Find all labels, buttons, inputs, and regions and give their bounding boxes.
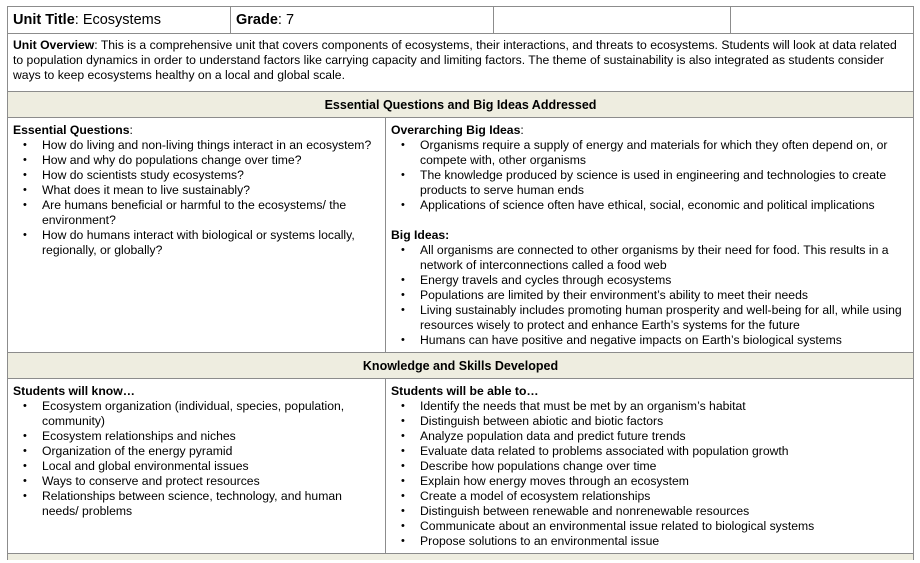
overview-label: Unit Overview xyxy=(13,38,95,52)
list-item: • Evaluate data related to problems associated with population growth xyxy=(391,444,908,459)
unit-title-cell xyxy=(8,7,231,34)
list-item: • How do scientists study ecosystems? xyxy=(13,168,380,183)
list-item: • Living sustainably includes promoting human prosperity and well-being for all, while using resources wisely to protect and enhance Earth’s systems for the future xyxy=(391,303,908,333)
big-ideas-heading: Big Ideas: xyxy=(391,228,450,242)
students-know-list xyxy=(13,399,380,519)
unit-title-value: : Ecosystems xyxy=(74,12,161,28)
list-item: • Are humans beneficial or harmful to the ecosystems/ the environment? xyxy=(13,198,380,228)
list-item: • Ecosystem organization (individual, species, population, community) xyxy=(13,399,380,429)
next-section-band xyxy=(8,554,914,561)
overview-row xyxy=(8,34,914,92)
empty-header-cell xyxy=(494,7,731,34)
list-item: • Humans can have positive and negative impacts on Earth’s biological systems xyxy=(391,333,908,348)
list-item: • Ways to conserve and protect resources xyxy=(13,474,380,489)
essential-questions-heading: Essential Questions xyxy=(13,123,130,137)
list-item: • Local and global environmental issues xyxy=(13,459,380,474)
big-ideas-cell xyxy=(386,118,914,353)
big-ideas-list xyxy=(391,243,908,348)
list-item: • Analyze population data and predict future trends xyxy=(391,429,908,444)
overview-text: : This is a comprehensive unit that covers components of ecosystems, their interactions, and threats to ecosystems. Students will look at data related to population dynamics in order to understand factors like carrying capacity and limiting factors. The theme of sustainability is also integrated as students consider ways to keep ecosystems healthy on a local and global scale. xyxy=(13,38,897,82)
list-item: • Describe how populations change over time xyxy=(391,459,908,474)
essential-questions-cell xyxy=(8,118,386,353)
list-item: • What does it mean to live sustainably? xyxy=(13,183,380,198)
unit-title-label: Unit Title xyxy=(13,12,75,28)
students-able-heading: Students will be able to… xyxy=(391,384,539,398)
list-item: • Explain how energy moves through an ecosystem xyxy=(391,474,908,489)
list-item: • How do living and non-living things interact in an ecosystem? xyxy=(13,138,380,153)
grade-cell xyxy=(231,7,494,34)
students-able-cell xyxy=(386,379,914,554)
list-item: • Communicate about an environmental issue related to biological systems xyxy=(391,519,908,534)
list-item: • Applications of science often have ethical, social, economic and political implications xyxy=(391,198,908,213)
header-row xyxy=(8,7,914,34)
list-item: • Populations are limited by their environment’s ability to meet their needs xyxy=(391,288,908,303)
list-item: • Create a model of ecosystem relationships xyxy=(391,489,908,504)
list-item: • How do humans interact with biological or systems locally, regionally, or globally? xyxy=(13,228,380,258)
list-item: • Propose solutions to an environmental issue xyxy=(391,534,908,549)
grade-value: : 7 xyxy=(277,12,295,28)
heading-colon: : xyxy=(520,123,524,137)
empty-header-cell xyxy=(731,7,914,34)
overarching-heading: Overarching Big Ideas xyxy=(391,123,521,137)
list-item: • How and why do populations change over time? xyxy=(13,153,380,168)
list-item: • Ecosystem relationships and niches xyxy=(13,429,380,444)
unit-plan-table xyxy=(7,6,914,560)
list-item: • All organisms are connected to other organisms by their need for food. This results in a network of interconnections called a food web xyxy=(391,243,908,273)
heading-colon: : xyxy=(129,123,133,137)
students-know-cell xyxy=(8,379,386,554)
list-item: • Organization of the energy pyramid xyxy=(13,444,380,459)
next-section-band-cell xyxy=(8,554,914,561)
unit-overview xyxy=(8,34,914,92)
section-title-essential: Essential Questions and Big Ideas Addressed xyxy=(8,92,914,118)
list-item: • Distinguish between renewable and nonrenewable resources xyxy=(391,504,908,519)
list-item: • Distinguish between abiotic and biotic factors xyxy=(391,414,908,429)
section-band-row xyxy=(8,92,914,118)
students-know-heading: Students will know… xyxy=(13,384,135,398)
students-able-list xyxy=(391,399,908,549)
list-item: • Relationships between science, technology, and human needs/ problems xyxy=(13,489,380,519)
list-item: • The knowledge produced by science is used in engineering and technologies to create products to serve human ends xyxy=(391,168,908,198)
section-band-row xyxy=(8,353,914,379)
grade-label: Grade xyxy=(236,12,278,28)
list-item: • Organisms require a supply of energy and materials for which they often depend on, or compete with, other organisms xyxy=(391,138,908,168)
list-item: • Energy travels and cycles through ecosystems xyxy=(391,273,908,288)
essential-questions-list xyxy=(13,138,380,258)
overarching-list xyxy=(391,138,908,213)
list-item: • Identify the needs that must be met by an organism’s habitat xyxy=(391,399,908,414)
knowledge-row xyxy=(8,379,914,554)
essential-row xyxy=(8,118,914,353)
section-title-knowledge: Knowledge and Skills Developed xyxy=(8,353,914,379)
